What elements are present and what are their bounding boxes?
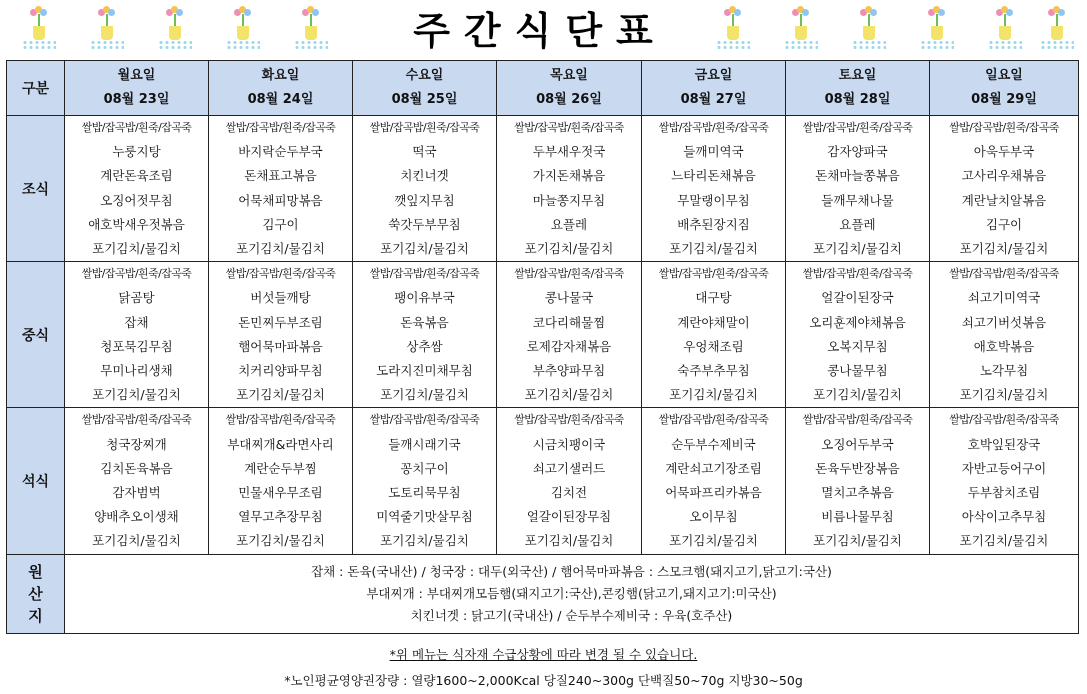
menu-item: 콩나물국	[544, 290, 594, 306]
origin-label	[7, 554, 65, 633]
menu-item: 애호박새우젓볶음	[88, 216, 185, 232]
menu-item: 순두부수제비국	[671, 436, 756, 452]
origin-line: 잡채 : 돈육(국내산) / 청국장 : 대두(외국산) / 햄어묵마파볶음 : 스모크햄(돼지고기,닭고기:국산)	[311, 563, 832, 579]
menu-item: 쌀밥/잡곡밥/흰죽/잡곡죽	[225, 413, 336, 427]
menu-item: 어묵채피망볶음	[238, 192, 323, 208]
menu-item: 닭곰탕	[118, 290, 155, 306]
flower-pot-icon	[226, 4, 260, 54]
menu-item: 코다리해물찜	[532, 314, 606, 330]
meal-label: 중식	[7, 262, 65, 408]
menu-item: 쌀밥/잡곡밥/흰죽/잡곡죽	[949, 413, 1059, 427]
menu-cell	[786, 116, 930, 262]
menu-item: 노각무침	[979, 363, 1029, 379]
weekly-menu-table	[6, 60, 1079, 634]
menu-item: 햄어묵마파볶음	[238, 338, 323, 354]
menu-item: 바지락순두부국	[238, 144, 323, 160]
flower-pot-icon	[294, 4, 328, 54]
menu-cell	[642, 116, 786, 262]
origin-label-char: 원	[28, 562, 43, 581]
menu-item: 오징어두부국	[821, 436, 894, 452]
day-name: 월요일	[117, 68, 156, 83]
menu-item: 가지돈채볶음	[532, 168, 606, 184]
menu-cell	[497, 408, 642, 554]
menu-item: 애호박볶음	[973, 338, 1035, 354]
menu-item: 감자양파국	[827, 144, 888, 160]
menu-cell	[930, 408, 1079, 554]
day-header	[209, 61, 353, 116]
menu-item: 우엉채조림	[683, 338, 744, 354]
menu-item: 돈육볶음	[400, 314, 449, 330]
menu-item: 쇠고기미역국	[967, 290, 1041, 306]
day-header	[353, 61, 497, 116]
menu-item: 쌀밥/잡곡밥/흰죽/잡곡죽	[658, 267, 769, 281]
menu-item: 김치돈육볶음	[100, 460, 173, 476]
menu-item: 쌀밥/잡곡밥/흰죽/잡곡죽	[81, 121, 192, 134]
menu-item: 쌀밥/잡곡밥/흰죽/잡곡죽	[514, 121, 624, 134]
menu-cell	[642, 262, 786, 408]
menu-item: 쌀밥/잡곡밥/흰죽/잡곡죽	[81, 267, 192, 281]
nutrition-notice: *노인평균영양권장량 : 열량1600~2,000Kcal 당질240~300g 단백질50~70g 지방30~50g	[284, 673, 803, 688]
page-title: 주간식단표	[413, 9, 667, 53]
menu-item: 아삭이고추무침	[961, 509, 1047, 525]
menu-item: 쌀밥/잡곡밥/흰죽/잡곡죽	[802, 413, 913, 427]
menu-cell	[930, 116, 1079, 262]
menu-item: 쌀밥/잡곡밥/흰죽/잡곡죽	[658, 121, 769, 134]
menu-item: 버섯들깨탕	[250, 290, 311, 306]
menu-item: 김구이	[262, 216, 299, 232]
menu-item: 민물새우무조림	[238, 485, 323, 501]
flower-pot-icon	[920, 4, 954, 54]
menu-cell	[786, 408, 930, 554]
day-date: 08월 25일	[391, 92, 458, 107]
origin-row	[7, 554, 1079, 633]
change-notice: *위 메뉴는 식자재 수급상황에 따라 변경 될 수 있습니다.	[389, 647, 698, 662]
menu-item: 오리훈제야채볶음	[809, 314, 906, 330]
menu-item: 쇠고기샐러드	[532, 460, 606, 476]
menu-item: 떡국	[412, 144, 437, 160]
menu-item: 숙주부추무침	[677, 363, 750, 379]
menu-item: 계란순두부찜	[244, 460, 317, 476]
menu-item: 쑥갓두부무침	[388, 216, 461, 232]
menu-item: 계란돈육조림	[100, 168, 173, 184]
menu-cell	[786, 262, 930, 408]
menu-item: 잡채	[124, 314, 149, 330]
flower-pot-icon	[852, 4, 886, 54]
day-name: 목요일	[550, 68, 588, 83]
menu-item: 쌀밥/잡곡밥/흰죽/잡곡죽	[225, 267, 336, 281]
flower-pot-icon	[90, 4, 124, 54]
menu-item: 포기김치/물김치	[380, 387, 469, 403]
menu-item: 계란날치알볶음	[961, 192, 1047, 208]
meal-row	[7, 262, 1079, 408]
menu-cell	[497, 262, 642, 408]
origin-line: 치킨너겟 : 닭고기(국내산) / 순두부수제비국 : 우육(호주산)	[410, 607, 733, 623]
menu-item: 청국장찌개	[106, 436, 167, 452]
menu-item: 포기김치/물김치	[236, 533, 325, 549]
menu-item: 포기김치/물김치	[959, 387, 1049, 403]
menu-item: 두부새우젓국	[532, 144, 606, 160]
menu-cell	[353, 408, 497, 554]
menu-item: 배추된장지짐	[677, 216, 750, 232]
menu-cell	[209, 262, 353, 408]
origin-line: 부대찌개 : 부대찌개모듬햄(돼지고기:국산),콘킹햄(닭고기,돼지고기:미국산)	[366, 585, 777, 601]
menu-cell	[353, 116, 497, 262]
menu-item: 청포묵김무침	[100, 338, 173, 354]
menu-item: 요플레	[839, 216, 876, 232]
menu-item: 무말랭이무침	[677, 192, 750, 208]
menu-cell	[642, 408, 786, 554]
day-header	[642, 61, 786, 116]
menu-item: 포기김치/물김치	[669, 387, 758, 403]
flower-pot-icon	[716, 4, 750, 54]
menu-item: 쌀밥/잡곡밥/흰죽/잡곡죽	[81, 413, 192, 427]
meal-row	[7, 408, 1079, 554]
flower-pot-icon	[1040, 4, 1074, 54]
day-date: 08월 26일	[536, 92, 602, 107]
menu-cell	[65, 116, 209, 262]
flower-pot-icon	[784, 4, 818, 54]
menu-item: 상추쌈	[406, 338, 443, 354]
menu-item: 들깨시래기국	[388, 436, 461, 452]
menu-item: 대구탕	[695, 290, 732, 306]
menu-item: 감자범벅	[112, 485, 161, 501]
day-header-row	[7, 61, 1079, 116]
menu-item: 오복지무침	[827, 338, 888, 354]
meal-row	[7, 116, 1079, 262]
menu-item: 포기김치/물김치	[959, 241, 1049, 257]
menu-item: 돈육두반장볶음	[815, 460, 900, 476]
footnotes	[0, 642, 1087, 694]
menu-item: 포기김치/물김치	[524, 533, 614, 549]
menu-item: 쇠고기버섯볶음	[961, 314, 1047, 330]
menu-item: 양배추오이생채	[94, 509, 179, 525]
menu-item: 멸치고추볶음	[821, 485, 894, 501]
menu-item: 포기김치/물김치	[236, 387, 325, 403]
menu-item: 김치전	[550, 485, 588, 501]
menu-cell	[65, 262, 209, 408]
menu-item: 치커리양파무침	[238, 363, 323, 379]
menu-cell	[209, 116, 353, 262]
menu-item: 들깨미역국	[683, 144, 744, 160]
menu-item: 쌀밥/잡곡밥/흰죽/잡곡죽	[225, 121, 336, 134]
menu-item: 부추양파무침	[532, 363, 606, 379]
menu-item: 도라지진미채무침	[376, 363, 473, 379]
menu-item: 쌀밥/잡곡밥/흰죽/잡곡죽	[369, 121, 480, 134]
menu-item: 포기김치/물김치	[92, 387, 181, 403]
title-banner	[0, 0, 1087, 60]
menu-item: 포기김치/물김치	[669, 241, 758, 257]
menu-item: 도토리묵무침	[388, 485, 461, 501]
menu-cell	[930, 262, 1079, 408]
menu-item: 포기김치/물김치	[380, 241, 469, 257]
category-header: 구분	[7, 61, 65, 116]
menu-item: 포기김치/물김치	[813, 533, 902, 549]
menu-item: 시금치팽이국	[532, 436, 606, 452]
meal-label: 석식	[7, 408, 65, 554]
day-name: 수요일	[405, 68, 444, 83]
menu-item: 오징어젓무침	[100, 192, 173, 208]
day-header	[497, 61, 642, 116]
day-name: 금요일	[694, 68, 733, 83]
menu-item: 쌀밥/잡곡밥/흰죽/잡곡죽	[369, 413, 480, 427]
menu-item: 깻잎지무침	[394, 192, 455, 208]
menu-item: 꽁치구이	[400, 460, 449, 476]
menu-item: 얼갈이된장무침	[526, 509, 612, 525]
menu-item: 포기김치/물김치	[813, 241, 902, 257]
day-header	[930, 61, 1079, 116]
menu-item: 쌀밥/잡곡밥/흰죽/잡곡죽	[949, 121, 1059, 134]
menu-item: 포기김치/물김치	[524, 387, 614, 403]
menu-item: 쌀밥/잡곡밥/흰죽/잡곡죽	[514, 267, 624, 281]
menu-item: 쌀밥/잡곡밥/흰죽/잡곡죽	[514, 413, 624, 427]
day-date: 08월 23일	[103, 92, 170, 107]
menu-item: 콩나물무침	[827, 363, 888, 379]
menu-item: 부대찌개&라면사리	[227, 436, 334, 452]
day-name: 화요일	[261, 68, 300, 83]
day-date: 08월 28일	[824, 92, 891, 107]
menu-item: 계란야채말이	[677, 314, 750, 330]
menu-item: 호박잎된장국	[967, 436, 1041, 452]
menu-item: 포기김치/물김치	[380, 533, 469, 549]
flower-pot-icon	[158, 4, 192, 54]
day-name: 일요일	[985, 68, 1023, 83]
menu-item: 요플레	[550, 216, 588, 232]
menu-item: 들깨무채나물	[821, 192, 894, 208]
menu-item: 쌀밥/잡곡밥/흰죽/잡곡죽	[802, 121, 913, 134]
menu-item: 어묵파프리카볶음	[665, 485, 762, 501]
meal-label: 조식	[7, 116, 65, 262]
menu-item: 느타리돈채볶음	[671, 168, 756, 184]
menu-item: 아욱두부국	[973, 144, 1035, 160]
menu-item: 마늘쫑지무침	[532, 192, 606, 208]
day-header	[65, 61, 209, 116]
day-date: 08월 24일	[247, 92, 314, 107]
menu-item: 치킨너겟	[400, 168, 449, 184]
menu-item: 쌀밥/잡곡밥/흰죽/잡곡죽	[658, 413, 769, 427]
menu-item: 미역줄기맛살무침	[376, 509, 473, 525]
menu-item: 포기김치/물김치	[813, 387, 902, 403]
menu-item: 두부참치조림	[967, 485, 1041, 501]
day-name: 토요일	[838, 68, 877, 83]
menu-item: 비름나물무침	[821, 509, 894, 525]
menu-item: 포기김치/물김치	[236, 241, 325, 257]
menu-item: 포기김치/물김치	[92, 241, 181, 257]
origin-label-char: 산	[28, 584, 43, 603]
menu-item: 누룽지탕	[112, 144, 161, 160]
origin-info	[65, 554, 1079, 633]
menu-item: 열무고추장무침	[238, 509, 323, 525]
menu-item: 계란쇠고기장조림	[665, 460, 762, 476]
menu-item: 포기김치/물김치	[959, 533, 1049, 549]
day-date: 08월 27일	[680, 92, 747, 107]
menu-item: 팽이유부국	[394, 290, 455, 306]
day-date: 08월 29일	[971, 92, 1037, 107]
menu-item: 포기김치/물김치	[92, 533, 181, 549]
menu-item: 쌀밥/잡곡밥/흰죽/잡곡죽	[802, 267, 913, 281]
menu-item: 김구이	[985, 216, 1023, 232]
menu-item: 포기김치/물김치	[524, 241, 614, 257]
menu-item: 무미나리생채	[100, 363, 173, 379]
menu-cell	[209, 408, 353, 554]
menu-cell	[353, 262, 497, 408]
menu-item: 오이무침	[689, 509, 738, 525]
menu-cell	[65, 408, 209, 554]
menu-item: 돈민찌두부조림	[238, 314, 323, 330]
menu-item: 고사리우채볶음	[961, 168, 1047, 184]
menu-item: 로제감자채볶음	[526, 338, 612, 354]
menu-item: 자반고등어구이	[961, 460, 1047, 476]
origin-label-char: 지	[28, 606, 43, 625]
menu-item: 얼갈이된장국	[821, 290, 894, 306]
menu-item: 포기김치/물김치	[669, 533, 758, 549]
menu-item: 돈채마늘쫑볶음	[815, 168, 900, 184]
flower-pot-icon	[988, 4, 1022, 54]
menu-item: 쌀밥/잡곡밥/흰죽/잡곡죽	[949, 267, 1059, 281]
menu-cell	[497, 116, 642, 262]
day-header	[786, 61, 930, 116]
flower-pot-icon	[22, 4, 56, 54]
menu-item: 쌀밥/잡곡밥/흰죽/잡곡죽	[369, 267, 480, 281]
menu-item: 돈채표고볶음	[244, 168, 317, 184]
